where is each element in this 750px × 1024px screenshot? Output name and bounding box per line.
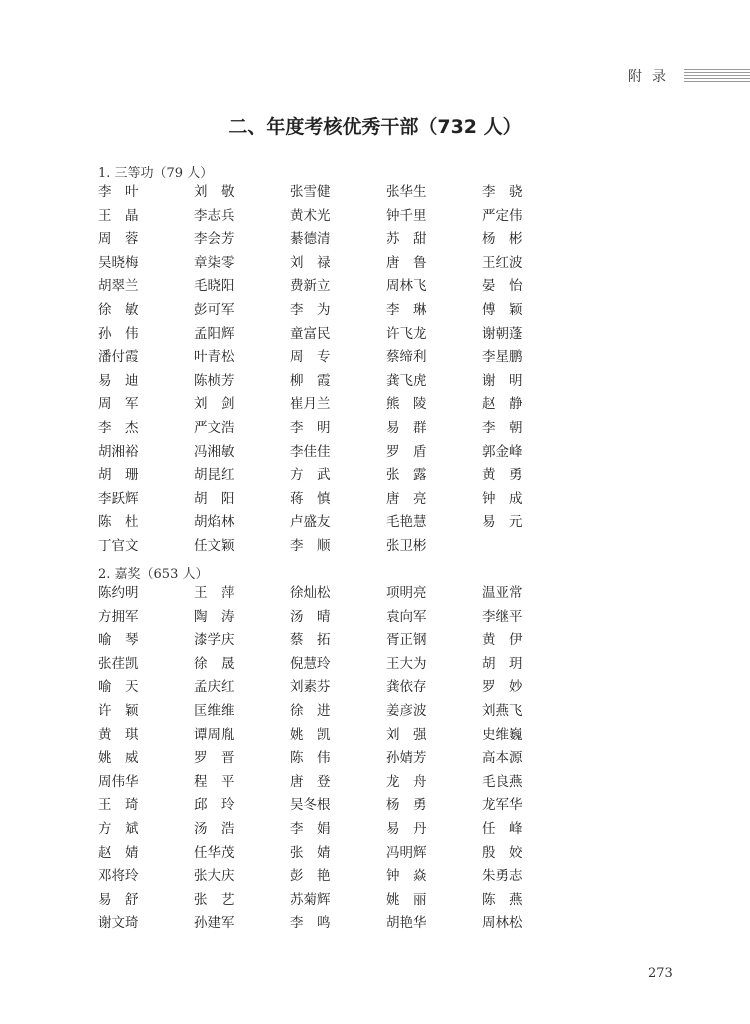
name-entry: 胡 珊 — [98, 467, 139, 484]
name-entry: 徐灿松 — [290, 585, 331, 601]
name-entry: 胡昆红 — [194, 467, 235, 484]
name-entry: 胡艳华 — [386, 915, 427, 932]
name-entry: 晏 怡 — [482, 278, 523, 295]
name-entry: 彭可军 — [194, 301, 235, 318]
name-entry: 刘 剑 — [194, 396, 235, 413]
name-entry: 张 露 — [386, 467, 427, 484]
name-entry: 李 琳 — [386, 301, 427, 318]
name-entry: 李 朝 — [482, 419, 523, 436]
name-entry: 赵 婧 — [98, 844, 139, 861]
name-list-commendation — [98, 582, 658, 936]
name-entry: 陈 燕 — [482, 891, 523, 908]
name-entry: 谭周胤 — [194, 726, 235, 743]
name-entry: 胡 阳 — [194, 490, 235, 507]
name-entry: 罗 妙 — [482, 679, 523, 696]
name-entry: 李 骁 — [482, 184, 523, 200]
name-entry: 钟千里 — [386, 207, 427, 224]
name-entry: 孟阳辉 — [194, 325, 235, 342]
name-entry: 刘 强 — [386, 726, 427, 743]
name-entry: 綦德清 — [290, 231, 331, 248]
name-entry: 陈 伟 — [290, 750, 331, 767]
name-entry: 王 晶 — [98, 207, 139, 224]
page-title: 二、年度考核优秀干部（732 人） — [228, 116, 522, 138]
name-entry: 许 颖 — [98, 702, 139, 719]
name-entry: 冯明辉 — [386, 844, 427, 861]
name-entry: 张 艺 — [194, 891, 235, 908]
name-entry: 李 杰 — [98, 419, 139, 436]
name-entry: 费新立 — [290, 278, 331, 295]
name-entry: 周 专 — [290, 349, 331, 366]
name-entry: 黄 伊 — [482, 632, 523, 649]
name-entry: 袁向军 — [386, 608, 427, 625]
name-entry: 李 顺 — [290, 537, 331, 554]
name-entry: 汤 晴 — [290, 608, 331, 625]
name-entry: 孙建军 — [194, 915, 235, 932]
name-entry: 程 平 — [194, 773, 235, 790]
name-entry: 龙 舟 — [386, 773, 427, 790]
running-header-label: 附录 — [628, 69, 676, 85]
name-entry: 潘付霞 — [98, 349, 139, 366]
name-entry: 朱勇志 — [482, 868, 523, 885]
name-entry: 钟 成 — [482, 490, 523, 507]
name-entry: 陈约明 — [98, 585, 139, 601]
name-entry: 徐 进 — [290, 702, 331, 719]
name-entry: 姚 凯 — [290, 726, 331, 743]
name-entry: 吴晓梅 — [98, 254, 139, 271]
name-entry: 苏 甜 — [386, 231, 427, 248]
name-entry: 周林松 — [482, 915, 523, 932]
name-entry: 周林飞 — [386, 278, 427, 295]
name-entry: 李 娟 — [290, 820, 331, 837]
name-entry: 李 明 — [290, 419, 331, 436]
name-entry: 方 斌 — [98, 820, 139, 837]
name-entry: 黄 琪 — [98, 726, 139, 743]
name-entry: 胡翠兰 — [98, 278, 139, 295]
name-entry: 李志兵 — [194, 207, 235, 224]
name-entry: 周 军 — [98, 396, 139, 413]
name-entry: 徐 敏 — [98, 301, 139, 318]
name-entry: 蔡缔利 — [386, 349, 427, 366]
name-entry: 谢朝蓬 — [482, 325, 523, 342]
name-entry: 胡焰林 — [194, 514, 235, 531]
name-entry: 龚依存 — [386, 679, 427, 696]
name-entry: 龙军华 — [482, 797, 523, 814]
name-entry: 喻 天 — [98, 679, 139, 696]
name-entry: 张华生 — [386, 184, 427, 200]
name-entry: 杨 勇 — [386, 797, 427, 814]
name-entry: 倪慧玲 — [290, 655, 331, 672]
name-entry: 李星鹏 — [482, 349, 523, 366]
name-entry: 姜彦波 — [386, 702, 427, 719]
name-entry: 方 武 — [290, 467, 331, 484]
name-entry: 蔡 拓 — [290, 632, 331, 649]
name-entry: 王 琦 — [98, 797, 139, 814]
name-entry: 李 为 — [290, 301, 331, 318]
name-entry: 刘燕飞 — [482, 702, 523, 719]
name-entry: 郭金峰 — [482, 443, 523, 460]
name-entry: 周 蓉 — [98, 231, 139, 248]
name-entry: 刘 禄 — [290, 254, 331, 271]
name-entry: 陈桢芳 — [194, 372, 235, 389]
name-list-third-class-merit — [98, 181, 658, 559]
name-entry: 易 群 — [386, 419, 427, 436]
name-entry: 杨 彬 — [482, 231, 523, 248]
name-entry: 钟 焱 — [386, 868, 427, 885]
name-entry: 毛晓阳 — [194, 278, 235, 295]
name-entry: 崔月兰 — [290, 396, 331, 413]
name-entry: 李佳佳 — [290, 443, 331, 460]
name-entry: 蒋 慎 — [290, 490, 331, 507]
name-entry: 丁官文 — [98, 537, 139, 554]
name-entry: 张雪健 — [290, 184, 331, 200]
name-entry: 张大庆 — [194, 868, 235, 885]
name-entry: 史维巍 — [482, 726, 523, 743]
name-entry: 苏菊辉 — [290, 891, 331, 908]
name-entry: 柳 霞 — [290, 372, 331, 389]
name-entry: 刘 敬 — [194, 184, 235, 200]
name-entry: 毛艳慧 — [386, 514, 427, 531]
name-entry: 陶 涛 — [194, 608, 235, 625]
section-heading-third-class-merit: 1. 三等功（79 人） — [98, 166, 214, 181]
name-entry: 卢盛友 — [290, 514, 331, 531]
name-entry: 殷 姣 — [482, 844, 523, 861]
name-entry: 胡湘裕 — [98, 443, 139, 460]
name-entry: 邱 玲 — [194, 797, 235, 814]
name-entry: 叶青松 — [194, 349, 235, 366]
name-entry: 李 鸣 — [290, 915, 331, 932]
page-number: 273 — [648, 966, 673, 981]
name-entry: 易 舒 — [98, 891, 139, 908]
name-entry: 喻 琴 — [98, 632, 139, 649]
section-heading-commendation: 2. 嘉奖（653 人） — [98, 567, 209, 582]
name-entry: 匡维维 — [194, 702, 235, 719]
name-entry: 任华茂 — [194, 844, 235, 861]
header-decorative-lines — [684, 69, 750, 83]
name-entry: 王 萍 — [194, 585, 235, 601]
name-entry: 毛良燕 — [482, 773, 523, 790]
name-entry: 胡 玥 — [482, 655, 523, 672]
name-entry: 李继平 — [482, 608, 523, 625]
name-entry: 姚 丽 — [386, 891, 427, 908]
name-entry: 李会芳 — [194, 231, 235, 248]
name-entry: 罗 盾 — [386, 443, 427, 460]
name-entry: 张荏凯 — [98, 655, 139, 672]
name-entry: 汤 浩 — [194, 820, 235, 837]
name-entry: 任文颖 — [194, 537, 235, 554]
name-entry: 漆学庆 — [194, 632, 235, 649]
name-entry: 唐 鲁 — [386, 254, 427, 271]
name-entry: 童富民 — [290, 325, 331, 342]
name-entry: 张卫彬 — [386, 537, 427, 554]
name-entry: 孟庆红 — [194, 679, 235, 696]
name-entry: 黄术光 — [290, 207, 331, 224]
name-entry: 张 婧 — [290, 844, 331, 861]
name-entry: 冯湘敏 — [194, 443, 235, 460]
name-entry: 项明亮 — [386, 585, 427, 601]
name-entry: 章柒零 — [194, 254, 235, 271]
name-entry: 傅 颖 — [482, 301, 523, 318]
name-entry: 邓将玲 — [98, 868, 139, 885]
name-entry: 赵 静 — [482, 396, 523, 413]
name-entry: 徐 晟 — [194, 655, 235, 672]
name-entry: 孙 伟 — [98, 325, 139, 342]
name-entry: 易 元 — [482, 514, 523, 531]
name-entry: 胥正钢 — [386, 632, 427, 649]
name-entry: 谢 明 — [482, 372, 523, 389]
name-entry: 易 丹 — [386, 820, 427, 837]
name-entry: 任 峰 — [482, 820, 523, 837]
name-entry: 周伟华 — [98, 773, 139, 790]
name-entry: 唐 登 — [290, 773, 331, 790]
name-entry: 李 叶 — [98, 184, 139, 200]
name-entry: 孙婧芳 — [386, 750, 427, 767]
name-entry: 温亚常 — [482, 585, 523, 601]
name-entry: 谢文琦 — [98, 915, 139, 932]
name-entry: 黄 勇 — [482, 467, 523, 484]
name-entry: 陈 杜 — [98, 514, 139, 531]
name-entry: 龚飞虎 — [386, 372, 427, 389]
name-entry: 李跃辉 — [98, 490, 139, 507]
name-entry: 严定伟 — [482, 207, 523, 224]
name-entry: 高本源 — [482, 750, 523, 767]
name-entry: 方拥军 — [98, 608, 139, 625]
name-entry: 彭 艳 — [290, 868, 331, 885]
name-entry: 熊 陵 — [386, 396, 427, 413]
name-entry: 唐 亮 — [386, 490, 427, 507]
name-entry: 罗 晋 — [194, 750, 235, 767]
name-entry: 王红波 — [482, 254, 523, 271]
name-entry: 刘素芬 — [290, 679, 331, 696]
name-entry: 姚 威 — [98, 750, 139, 767]
name-entry: 易 迪 — [98, 372, 139, 389]
name-entry: 吴冬根 — [290, 797, 331, 814]
name-entry: 严文浩 — [194, 419, 235, 436]
name-entry: 许飞龙 — [386, 325, 427, 342]
name-entry: 王大为 — [386, 655, 427, 672]
